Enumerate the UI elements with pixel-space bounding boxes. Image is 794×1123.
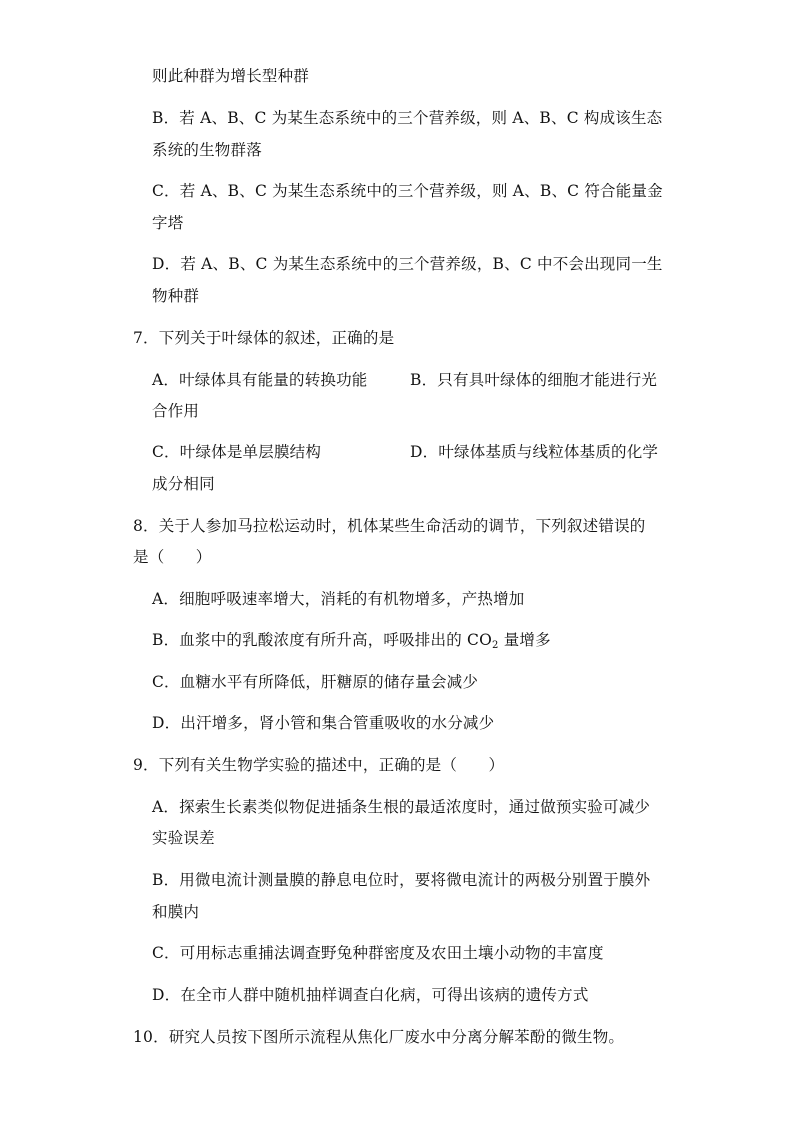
q8-option-b-text: B．血浆中的乳酸浓度有所升高，呼吸排出的 CO — [152, 631, 492, 649]
q6-option-b-line2: 系统的生物群落 — [152, 141, 262, 159]
q8-option-b-subscript: 2 — [492, 640, 499, 651]
q7-option-d-line1: D．叶绿体基质与线粒体基质的化学 — [410, 443, 659, 461]
q9-option-a-line2: 实验误差 — [152, 829, 215, 847]
q9-stem: 9．下列有关生物学实验的描述中，正确的是（ ） — [133, 756, 505, 774]
q6-option-d-line1: D．若 A、B、C 为某生态系统中的三个营养级，B、C 中不会出现同一生 — [152, 255, 663, 273]
q6-option-c-line2: 字塔 — [152, 214, 184, 232]
q9-option-a-line1: A．探索生长素类似物促进插条生根的最适浓度时，通过做预实验可减少 — [152, 798, 651, 816]
q7-option-c: C．叶绿体是单层膜结构 — [152, 443, 322, 461]
q10-stem: 10．研究人员按下图所示流程从焦化厂废水中分离分解苯酚的微生物。 — [133, 1028, 625, 1046]
q8-stem-line2: 是（ ） — [133, 548, 212, 566]
q9-option-b-line2: 和膜内 — [152, 903, 200, 921]
q9-option-c: C．可用标志重捕法调查野兔种群密度及农田土壤小动物的丰富度 — [152, 944, 604, 962]
q6-option-a-continuation: 则此种群为增长型种群 — [152, 67, 310, 85]
q7-stem: 7．下列关于叶绿体的叙述，正确的是 — [133, 329, 395, 347]
q6-option-b-line1: B．若 A、B、C 为某生态系统中的三个营养级，则 A、B、C 构成该生态 — [152, 109, 663, 127]
q8-option-b-tail: 量增多 — [498, 631, 551, 649]
q7-option-d-line2: 成分相同 — [152, 475, 215, 493]
q8-option-d: D．出汗增多，肾小管和集合管重吸收的水分减少 — [152, 714, 495, 732]
q8-option-b — [152, 630, 551, 650]
q7-option-a: A．叶绿体具有能量的转换功能 — [152, 371, 368, 389]
q6-option-c-line1: C．若 A、B、C 为某生态系统中的三个营养级，则 A、B、C 符合能量金 — [152, 182, 663, 200]
q7-option-b-line1: B．只有具叶绿体的细胞才能进行光 — [410, 371, 658, 389]
q6-option-d-line2: 物种群 — [152, 287, 200, 305]
q8-stem-line1: 8．关于人参加马拉松运动时，机体某些生命活动的调节，下列叙述错误的 — [133, 517, 646, 535]
q9-option-b-line1: B．用微电流计测量膜的静息电位时，要将微电流计的两极分别置于膜外 — [152, 871, 651, 889]
q8-option-c: C．血糖水平有所降低，肝糖原的储存量会减少 — [152, 673, 479, 691]
q7-option-b-line2: 合作用 — [152, 402, 200, 420]
q8-option-a: A．细胞呼吸速率增大，消耗的有机物增多，产热增加 — [152, 590, 525, 608]
q9-option-d: D．在全市人群中随机抽样调查白化病，可得出该病的遗传方式 — [152, 986, 589, 1004]
